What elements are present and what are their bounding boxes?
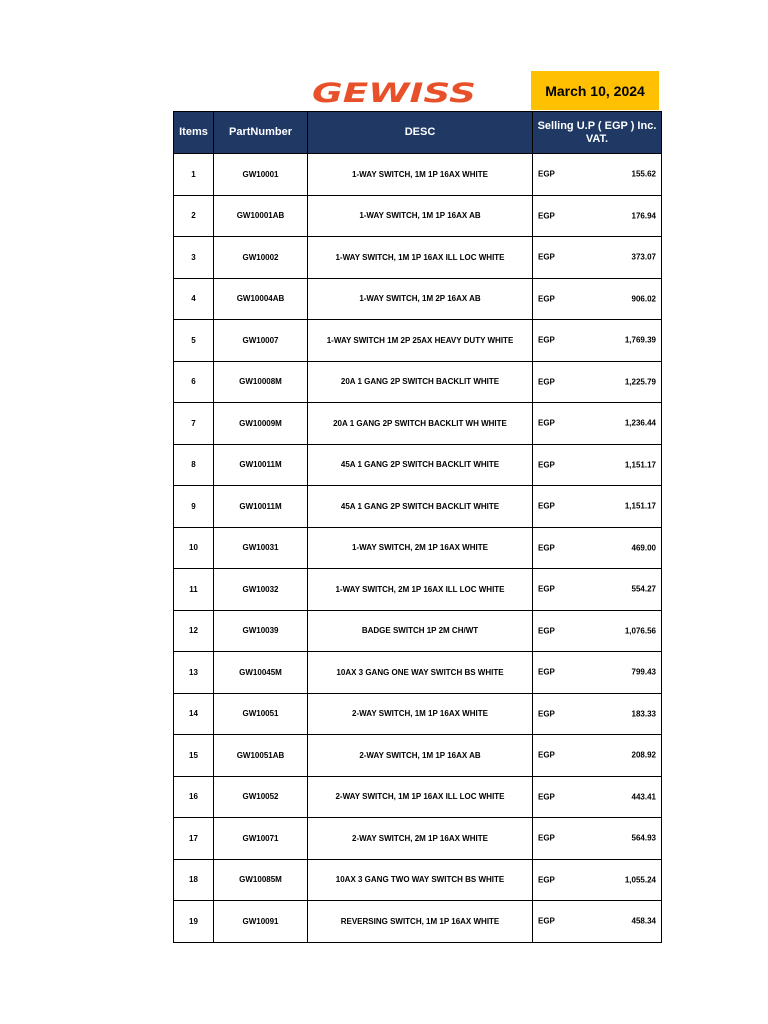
part-number: GW10007 xyxy=(214,320,308,362)
description: 10AX 3 GANG ONE WAY SWITCH BS WHITE xyxy=(308,652,533,694)
table-row xyxy=(174,527,662,569)
item-number: 10 xyxy=(174,527,214,569)
price-amount: 554.27 xyxy=(631,584,656,594)
description: 1-WAY SWITCH, 1M 2P 16AX AB xyxy=(308,278,533,320)
currency: EGP xyxy=(538,169,555,179)
item-number: 15 xyxy=(174,735,214,777)
item-number: 17 xyxy=(174,818,214,860)
part-number: GW10039 xyxy=(214,610,308,652)
description: 1-WAY SWITCH, 1M 1P 16AX AB xyxy=(308,195,533,237)
gewiss-logo xyxy=(310,78,478,106)
part-number: GW10011M xyxy=(214,486,308,528)
item-number: 19 xyxy=(174,901,214,943)
description: 2-WAY SWITCH, 1M 1P 16AX WHITE xyxy=(308,693,533,735)
price-cell xyxy=(533,735,662,777)
table-row xyxy=(174,610,662,652)
description: 2-WAY SWITCH, 1M 1P 16AX ILL LOC WHITE xyxy=(308,776,533,818)
price-cell xyxy=(533,652,662,694)
currency: EGP xyxy=(538,792,555,802)
currency: EGP xyxy=(538,875,555,885)
items-header: Items xyxy=(174,112,214,154)
description: 20A 1 GANG 2P SWITCH BACKLIT WH WHITE xyxy=(308,403,533,445)
desc-header: DESC xyxy=(308,112,533,154)
part-number: GW10031 xyxy=(214,527,308,569)
price-amount: 1,151.17 xyxy=(624,501,656,511)
table-row xyxy=(174,403,662,445)
description: 1-WAY SWITCH, 1M 1P 16AX ILL LOC WHITE xyxy=(308,237,533,279)
part-number: GW10052 xyxy=(214,776,308,818)
item-number: 9 xyxy=(174,486,214,528)
currency: EGP xyxy=(538,833,555,843)
item-number: 3 xyxy=(174,237,214,279)
table-row xyxy=(174,278,662,320)
table-row xyxy=(174,735,662,777)
price-cell xyxy=(533,195,662,237)
part-number: GW10085M xyxy=(214,859,308,901)
price-amount: 1,055.24 xyxy=(624,875,656,885)
description: 1-WAY SWITCH 1M 2P 25AX HEAVY DUTY WHITE xyxy=(308,320,533,362)
price-cell xyxy=(533,154,662,196)
table-row xyxy=(174,859,662,901)
gewiss-logo-text: GEWISS xyxy=(312,78,476,106)
price-amount: 458.34 xyxy=(631,916,656,926)
price-cell xyxy=(533,237,662,279)
price-amount: 469.00 xyxy=(631,543,656,553)
price-cell xyxy=(533,901,662,943)
currency: EGP xyxy=(538,916,555,926)
currency: EGP xyxy=(538,377,555,387)
item-number: 4 xyxy=(174,278,214,320)
currency: EGP xyxy=(538,750,555,760)
price-cell xyxy=(533,859,662,901)
currency: EGP xyxy=(538,211,555,221)
item-number: 16 xyxy=(174,776,214,818)
currency: EGP xyxy=(538,543,555,553)
table-row xyxy=(174,195,662,237)
price-amount: 1,225.79 xyxy=(624,377,656,387)
price-cell xyxy=(533,486,662,528)
table-row xyxy=(174,154,662,196)
item-number: 7 xyxy=(174,403,214,445)
table-row xyxy=(174,569,662,611)
item-number: 8 xyxy=(174,444,214,486)
table-row xyxy=(174,444,662,486)
price-amount: 176.94 xyxy=(631,211,656,221)
table-row xyxy=(174,237,662,279)
part-number: GW10001 xyxy=(214,154,308,196)
part-number: GW10009M xyxy=(214,403,308,445)
price-cell xyxy=(533,444,662,486)
price-amount: 1,769.39 xyxy=(624,335,656,345)
price-cell xyxy=(533,610,662,652)
item-number: 13 xyxy=(174,652,214,694)
table-row xyxy=(174,901,662,943)
price-list-table xyxy=(173,111,662,943)
description: 2-WAY SWITCH, 2M 1P 16AX WHITE xyxy=(308,818,533,860)
price-amount: 799.43 xyxy=(631,667,656,677)
currency: EGP xyxy=(538,584,555,594)
table-row xyxy=(174,776,662,818)
description: 2-WAY SWITCH, 1M 1P 16AX AB xyxy=(308,735,533,777)
currency: EGP xyxy=(538,460,555,470)
price-cell xyxy=(533,818,662,860)
description: 20A 1 GANG 2P SWITCH BACKLIT WHITE xyxy=(308,361,533,403)
description: BADGE SWITCH 1P 2M CH/WT xyxy=(308,610,533,652)
currency: EGP xyxy=(538,626,555,636)
part-number: GW10032 xyxy=(214,569,308,611)
part-number: GW10002 xyxy=(214,237,308,279)
table-row xyxy=(174,818,662,860)
part-number: GW10001AB xyxy=(214,195,308,237)
description: 1-WAY SWITCH, 2M 1P 16AX ILL LOC WHITE xyxy=(308,569,533,611)
item-number: 5 xyxy=(174,320,214,362)
part-number: GW10051 xyxy=(214,693,308,735)
part-number: GW10008M xyxy=(214,361,308,403)
price-amount: 1,151.17 xyxy=(624,460,656,470)
price-amount: 183.33 xyxy=(631,709,656,719)
table-row xyxy=(174,486,662,528)
price-cell xyxy=(533,527,662,569)
price-cell xyxy=(533,693,662,735)
date-label: March 10, 2024 xyxy=(531,71,659,110)
currency: EGP xyxy=(538,418,555,428)
price-cell xyxy=(533,776,662,818)
description: 45A 1 GANG 2P SWITCH BACKLIT WHITE xyxy=(308,486,533,528)
table-row xyxy=(174,693,662,735)
description: 10AX 3 GANG TWO WAY SWITCH BS WHITE xyxy=(308,859,533,901)
currency: EGP xyxy=(538,501,555,511)
item-number: 6 xyxy=(174,361,214,403)
table-row xyxy=(174,361,662,403)
part-number: GW10051AB xyxy=(214,735,308,777)
item-number: 1 xyxy=(174,154,214,196)
currency: EGP xyxy=(538,667,555,677)
price-amount: 155.62 xyxy=(631,169,656,179)
price-amount: 564.93 xyxy=(631,833,656,843)
price-amount: 208.92 xyxy=(631,750,656,760)
part-number: GW10004AB xyxy=(214,278,308,320)
item-number: 18 xyxy=(174,859,214,901)
currency: EGP xyxy=(538,294,555,304)
table-row xyxy=(174,320,662,362)
item-number: 12 xyxy=(174,610,214,652)
price-amount: 373.07 xyxy=(631,252,656,262)
part-number: GW10045M xyxy=(214,652,308,694)
item-number: 2 xyxy=(174,195,214,237)
price-amount: 1,236.44 xyxy=(624,418,656,428)
price-cell xyxy=(533,361,662,403)
currency: EGP xyxy=(538,252,555,262)
item-number: 14 xyxy=(174,693,214,735)
currency: EGP xyxy=(538,335,555,345)
currency: EGP xyxy=(538,709,555,719)
price-cell xyxy=(533,569,662,611)
item-number: 11 xyxy=(174,569,214,611)
table-row xyxy=(174,652,662,694)
price-cell xyxy=(533,278,662,320)
partnumber-header: PartNumber xyxy=(214,112,308,154)
table-header-row xyxy=(174,112,662,154)
price-cell xyxy=(533,403,662,445)
price-header: Selling U.P ( EGP ) Inc. VAT. xyxy=(533,112,662,154)
description: 1-WAY SWITCH, 1M 1P 16AX WHITE xyxy=(308,154,533,196)
description: 1-WAY SWITCH, 2M 1P 16AX WHITE xyxy=(308,527,533,569)
price-cell xyxy=(533,320,662,362)
description: REVERSING SWITCH, 1M 1P 16AX WHITE xyxy=(308,901,533,943)
part-number: GW10071 xyxy=(214,818,308,860)
price-amount: 906.02 xyxy=(631,294,656,304)
part-number: GW10011M xyxy=(214,444,308,486)
description: 45A 1 GANG 2P SWITCH BACKLIT WHITE xyxy=(308,444,533,486)
price-amount: 1,076.56 xyxy=(624,626,656,636)
price-amount: 443.41 xyxy=(631,792,656,802)
part-number: GW10091 xyxy=(214,901,308,943)
